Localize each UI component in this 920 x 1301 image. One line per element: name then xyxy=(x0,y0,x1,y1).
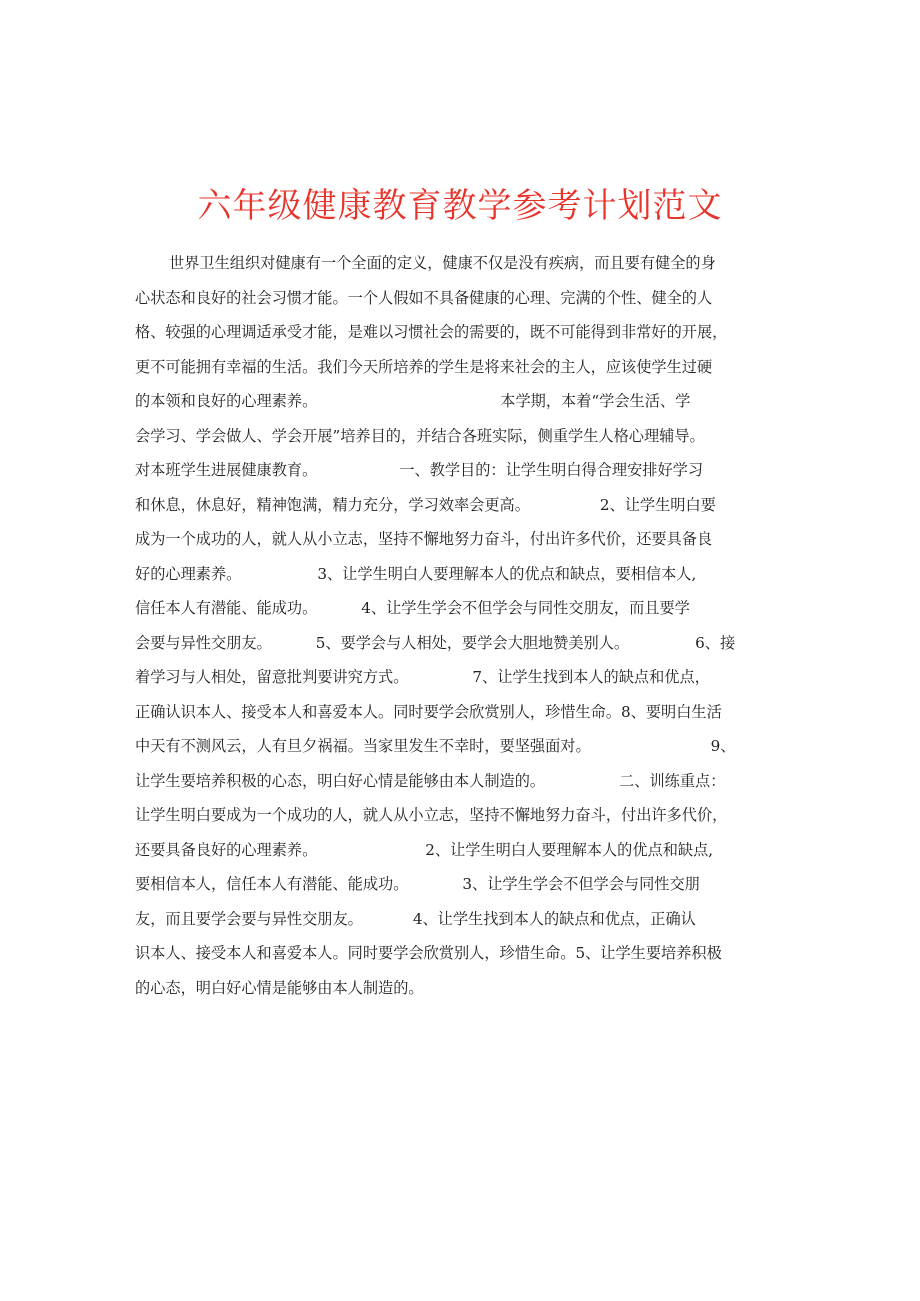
text-segment: 3、让学生学会不但学会与同性交朋 xyxy=(462,875,700,893)
document-title: 六年级健康教育教学参考计划范文 xyxy=(197,186,723,226)
text-segment: 二、训练重点： xyxy=(619,771,726,790)
text-segment: 信任本人有潜能、能成功。 xyxy=(135,599,318,617)
text-segment: 的本领和良好的心理素养。 xyxy=(135,392,318,410)
text-segment: 还要具备良好的心理素养。 xyxy=(135,840,318,859)
body-line xyxy=(135,798,795,833)
body-line xyxy=(135,315,795,350)
text-segment: 4、让学生学会不但学会与同性交朋友，而且要学 xyxy=(361,599,690,617)
body-line xyxy=(135,557,795,592)
body-line xyxy=(135,936,795,971)
text-segment: 3、让学生明白人要理解本人的优点和缺点，要相信本人, xyxy=(317,564,697,583)
text-segment: 格、较强的心理调适承受才能，是难以习惯社会的需要的，既不可能得到非常好的开展， xyxy=(135,323,728,341)
text-segment: 和休息，休息好，精神饱满，精力充分，学习效率会更高。 xyxy=(135,495,530,514)
text-segment: 友，而且要学会要与异性交朋友。 xyxy=(135,909,363,928)
body-line xyxy=(135,488,795,523)
body-line xyxy=(135,729,795,764)
body-line xyxy=(135,281,795,316)
text-segment: 更不可能拥有幸福的生活。我们今天所培养的学生是将来社会的主人，应该使学生过硬 xyxy=(135,357,713,376)
text-segment: 7、让学生找到本人的缺点和优点， xyxy=(472,668,710,686)
body-line xyxy=(135,660,795,695)
text-segment: 中天有不测风云，人有旦夕祸福。当家里发生不幸时，要坚强面对。 xyxy=(135,737,591,755)
text-segment: 2、让学生明白人要理解本人的优点和缺点, xyxy=(425,840,714,859)
text-segment: 对本班学生进展健康教育。 xyxy=(135,461,318,479)
body-line xyxy=(135,764,795,799)
text-segment: 2、让学生明白要 xyxy=(599,495,716,514)
text-segment: 6、接 xyxy=(695,633,736,652)
body-line xyxy=(135,591,795,626)
text-segment: 正确认识本人、接受本人和喜爱本人。同时要学会欣赏别人，珍惜生命。8、要明白生活 xyxy=(135,702,722,721)
body-line xyxy=(135,971,795,1006)
body-line xyxy=(135,626,795,661)
text-segment: 9、 xyxy=(710,737,736,755)
text-segment: 会要与异性交朋友。 xyxy=(135,633,272,652)
text-segment: 一、教学目的：让学生明白得合理安排好学习 xyxy=(399,461,703,479)
body-line xyxy=(135,246,795,281)
text-segment: 要相信本人，信任本人有潜能、能成功。 xyxy=(135,875,409,893)
text-segment: 本学期，本着“学会生活、学 xyxy=(500,392,691,410)
body-line xyxy=(135,384,795,419)
text-segment: 好的心理素养。 xyxy=(135,564,242,583)
body-line xyxy=(135,522,795,557)
text-segment: 识本人、接受本人和喜爱本人。同时要学会欣赏别人，珍惜生命。5、让学生要培养积极 xyxy=(135,944,722,962)
text-segment: 心状态和良好的社会习惯才能。一个人假如不具备健康的心理、完满的个性、健全的人 xyxy=(135,288,713,307)
text-segment: 5、要学会与人相处，要学会大胆地赞美别人。 xyxy=(315,633,630,652)
text-segment: 着学习与人相处，留意批判要讲究方式。 xyxy=(135,668,409,686)
body-line xyxy=(135,419,795,454)
body-line xyxy=(135,453,795,488)
text-segment: 4、让学生找到本人的缺点和优点，正确认 xyxy=(412,909,696,928)
text-segment: 让学生要培养积极的心态，明白好心情是能够由本人制造的。 xyxy=(135,771,546,790)
text-segment: 的心态，明白好心情是能够由本人制造的。 xyxy=(135,978,424,997)
document-body xyxy=(135,246,795,1005)
text-segment: 成为一个成功的人，就人从小立志，坚持不懈地努力奋斗，付出许多代价，还要具备良 xyxy=(135,530,713,548)
text-segment: 世界卫生组织对健康有一个全面的定义，健康不仅是没有疾病，而且要有健全的身 xyxy=(169,254,716,272)
body-line xyxy=(135,350,795,385)
body-line xyxy=(135,833,795,868)
body-line xyxy=(135,695,795,730)
text-segment: 会学习、学会做人、学会开展”培养目的，并结合各班实际，侧重学生人格心理辅导。 xyxy=(135,426,705,445)
body-line xyxy=(135,867,795,902)
body-line xyxy=(135,902,795,937)
text-segment: 让学生明白要成为一个成功的人，就人从小立志，坚持不懈地努力奋斗，付出许多代价， xyxy=(135,806,728,824)
